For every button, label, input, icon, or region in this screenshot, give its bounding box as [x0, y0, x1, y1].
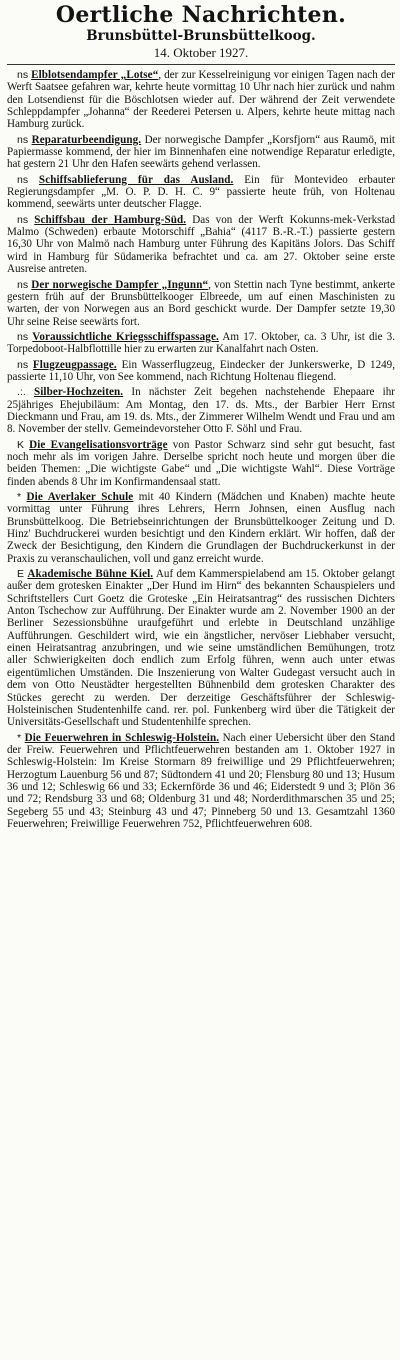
masthead: [7, 3, 395, 61]
item-heading: Reparaturbeendigung.: [31, 133, 142, 146]
news-item: [7, 386, 395, 435]
item-mark: ns: [17, 133, 29, 146]
news-items: [7, 69, 395, 830]
item-mark: ns: [17, 69, 29, 81]
item-heading: Die Averlaker Schule: [26, 491, 134, 503]
item-body: , von Stettin nach Tyne bestimmt, ankerte gestern früh auf der Brunsbüttelkooger Elbreede, um auf einen Maschinisten zu warten, der von Norwegen aus an Bord geschickt wurde. Der Dampfer setzte 19,30 Uhr seine Reise seewärts fort.: [7, 278, 395, 328]
news-item: [7, 439, 395, 488]
item-mark: .:.: [17, 386, 26, 399]
news-item: [7, 568, 395, 728]
news-item: [7, 491, 395, 565]
item-heading: Flugzeugpassage.: [32, 358, 117, 371]
item-body: Das von der Werft Kokunns-mek-Verkstad Malmo (Schweden) erbaute Motorschiff „Bahia“ (4117 B.-R.-T.) passierte gestern 16,30 Uhr von Malmö nach Hamburg unter Führung des Kapitäns Jolors. Das Schiff wird in Hamburg für Südamerika befrachtet und ca. am 27. Oktober seine erste Ausreise antreten.: [7, 213, 395, 276]
item-body: In nächster Zeit begehen nachstehende Ehepaare ihr 25jähriges Ehejubiläum: Am Montag, den 17. ds. Mts., der Barbier Herr Ernst Dieckmann und Frau, am 19. ds. Mts., der Zimmerer Wilhelm Wendt und Frau und am 8. November der stellv. Gemeindevorsteher Otto F. Söhl und Frau.: [7, 386, 395, 436]
item-heading: Elblotsendampfer „Lotse“: [31, 69, 159, 81]
news-item: [7, 69, 395, 131]
item-mark: K: [17, 438, 25, 451]
item-body: Ein Wasserflugzeug, Eindecker der Junkerswerke, D 1249, passierte 11,10 Uhr, von See kommend, nach Richtung Holtenau fliegend.: [7, 358, 395, 383]
item-heading: Schiffsablieferung für das Ausland.: [38, 173, 234, 186]
item-heading: Der norwegische Dampfer „Ingunn“: [31, 278, 209, 291]
item-body: Am 17. Oktober, ca. 3 Uhr, ist die 3. Torpedoboot-Halbflottille hier zu erwarten zur Kanalfahrt nach Osten.: [7, 330, 395, 356]
item-body: , der zur Kesselreinigung vor einigen Tagen nach der Werft Saatsee gefahren war, kehrte heute vormittag 10 Uhr nach hier zurück und nahm den Lotsendienst für die Böschlotsen wieder auf. Der während der Zeit verwendete Schleppdampfer „Johanna“ der Reederei Petersen u. Alpers, kehrte heute mittag nach Hamburg zurück.: [7, 69, 395, 131]
item-heading: Voraussichtliche Kriegsschiffspassage.: [32, 330, 219, 343]
item-mark: *: [17, 491, 22, 503]
item-heading: Die Evangelisationsvorträge: [29, 438, 168, 451]
item-mark: ns: [17, 278, 29, 291]
item-body: Auf dem Kammerspielabend am 15. Oktober gelangt außer dem grotesken Einakter „Der Hund im Hirn“ des bekannten Schauspielers und Schriftstellers Curt Goetz die Groteske „Ein Heiratsantrag“ des russischen Dichters Anton Tschechow zur Aufführung. Der Einakter wurde am 2. November 1900 an der Berliner Sezessionsbühne uraufgeführt und erlebte in Deutschland unzählige Aufführungen. Geschildert wird, wie ein ängstlicher, nervöser Liebhaber versucht, einen Heiratsantrag anzubringen, und wie seine umständlichen Bemühungen, trotz aller Schwierigkeiten doch endlich zum Erfolg führen, wenn auch unter etwas eigentümlichen Umständen. Die Inszenierung von Walter Gudegast versucht auch in dem von Otto Neustädter hergestellten Bühnenbild dem grotesken Charakter des Stückes gerecht zu werden. Der derzeitige Geschäftsführer der Schleswig-Holsteinischen Studentenhilfe cand. rer. pol. Funkenberg wird über die Tätigkeit der Universitäts-Gesellschaft und Studentenhilfe sprechen.: [7, 568, 395, 729]
item-body: Nach einer Uebersicht über den Stand der Freiw. Feuerwehren und Pflichtfeuerwehren bestanden am 1. Oktober 1927 in Schleswig-Holstein: Im Kreise Stormarn 89 freiwillige und 29 Pflichtfeuerwehren; Herzogtum Lauenburg 56 und 87; Südtondern 41 und 20; Flensburg 80 und 13; Husum 36 und 12; Schleswig 66 und 33; Eckernförde 36 und 46; Eiderstedt 9 und 3; Plön 36 und 72; Rendsburg 33 und 68; Oldenburg 31 und 48; Norderdithmarschen 35 und 25; Segeberg 55 und 43; Steinburg 43 und 47; Pinneberg 50 und 13. Gesamtzahl 1360 Feuerwehren; Freiwillige Feuerwehren 752, Pflichtfeuerwehren 608.: [7, 731, 395, 830]
issue-date: 14. Oktober 1927.: [153, 45, 249, 60]
item-body: Der norwegische Dampfer „Korsfjorn“ aus Raumö, mit Papiermasse kommend, der hier im Binnenhafen eine notwendige Reparatur erledigte, hat gestern 21 Uhr den Hafen seewärts gehend verlassen.: [7, 133, 395, 171]
item-heading: Silber-Hochzeiten.: [33, 386, 124, 399]
section-subtitle: Brunsbüttel-Brunsbüttelkoog.: [86, 28, 316, 44]
item-heading: Akademische Bühne Kiel.: [27, 568, 154, 581]
news-item: [7, 331, 395, 356]
header-rule: [7, 64, 395, 65]
item-mark: ns: [17, 358, 29, 371]
item-body: von Pastor Schwarz sind sehr gut besucht, fast noch mehr als im vorigen Jahre. Derselbe spricht noch heute und morgen über die beiden Themen: „Die wichtigste Gabe“ und „Die wichtigste Wahl“. Diese Vorträge finden abends 8 Uhr im Konfirmandensaal statt.: [7, 438, 395, 488]
item-mark: ns: [17, 330, 29, 343]
news-item: [7, 134, 395, 171]
news-item: [7, 359, 395, 384]
news-item: [7, 279, 395, 328]
item-body: mit 40 Kindern (Mädchen und Knaben) machte heute vormittag unter Führung ihres Lehrers, Herrn Johnsen, einen Ausflug nach Brunsbüttelkoog. Die Betriebseinrichtungen der Brunsbüttelkooger Zeitung und D. Hinz' Buchdruckerei wurden besichtigt und den Kindern erklärt. Wir hoffen, daß der Zweck der Besichtigung, den Kindern die Grundlagen der Buchdruckerkunst in der Praxis zu veranschaulichen, voll und ganz erreicht wurde.: [7, 491, 396, 565]
item-mark: ns: [17, 213, 29, 226]
item-mark: E: [17, 568, 25, 581]
item-heading: Schiffsbau der Hamburg-Süd.: [34, 213, 187, 226]
item-mark: ns: [17, 173, 29, 186]
news-item: [7, 732, 395, 831]
section-title: Oertliche Nachrichten.: [55, 2, 347, 28]
item-body: Ein für Montevideo erbauter Regierungsdampfer „M. O. P. D. H. C. 9“ passierte heute früh, von Holtenau kommend, seewärts unter deutscher Flagge.: [7, 173, 395, 211]
news-item: [7, 214, 395, 276]
item-heading: Die Feuerwehren in Schleswig-Holstein.: [24, 731, 220, 744]
item-mark: *: [17, 731, 22, 744]
news-item: [7, 174, 395, 211]
